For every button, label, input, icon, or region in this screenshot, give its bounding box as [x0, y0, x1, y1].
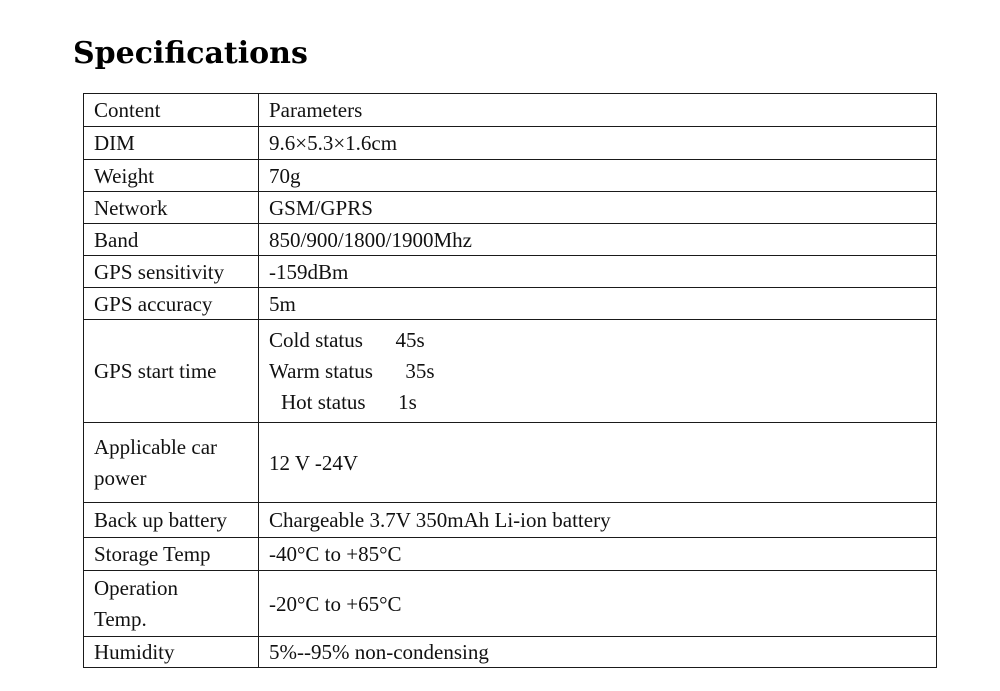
row-value: 9.6×5.3×1.6cm: [259, 127, 937, 160]
row-label: GPS start time: [84, 320, 259, 423]
hot-status-label: Hot status: [281, 389, 366, 414]
row-label: [84, 423, 259, 503]
table-row-car-power: [84, 423, 937, 503]
table-row: [84, 503, 937, 538]
row-value: 850/900/1800/1900Mhz: [259, 224, 937, 256]
cold-status-label: Cold status: [269, 327, 363, 352]
row-label: Network: [84, 192, 259, 224]
row-value: 70g: [259, 160, 937, 192]
warm-status-label: Warm status: [269, 358, 373, 383]
column-header-content: Content: [84, 94, 259, 127]
table-row: [84, 637, 937, 668]
hot-status-line: [269, 387, 936, 418]
table-row: [84, 160, 937, 192]
row-value: 5m: [259, 288, 937, 320]
page-title: Specifications: [73, 36, 308, 71]
table-row: [84, 538, 937, 571]
warm-status-value: 35s: [405, 358, 435, 383]
specifications-table: [83, 93, 937, 668]
table-row-gps-start-time: [84, 320, 937, 423]
table-row: [84, 192, 937, 224]
table-row: [84, 224, 937, 256]
row-label: [84, 571, 259, 637]
table-row: [84, 256, 937, 288]
row-label: GPS sensitivity: [84, 256, 259, 288]
table-row-operation-temp: [84, 571, 937, 637]
start-time-values: [259, 320, 937, 423]
cold-status-value: 45s: [395, 327, 425, 352]
hot-status-value: 1s: [398, 389, 417, 414]
row-label: DIM: [84, 127, 259, 160]
cold-status-line: [269, 325, 936, 356]
table-row: [84, 288, 937, 320]
row-label: Weight: [84, 160, 259, 192]
row-value: -40°C to +85°C: [259, 538, 937, 571]
row-label-line: Applicable car: [94, 434, 218, 459]
row-label-line: Operation: [94, 575, 178, 600]
row-value: -159dBm: [259, 256, 937, 288]
table-row: [84, 127, 937, 160]
row-value: -20°C to +65°C: [259, 571, 937, 637]
row-value: GSM/GPRS: [259, 192, 937, 224]
column-header-parameters: Parameters: [259, 94, 937, 127]
row-label: Storage Temp: [84, 538, 259, 571]
row-label: Band: [84, 224, 259, 256]
warm-status-line: [269, 356, 936, 387]
row-label: Back up battery: [84, 503, 259, 538]
row-label: GPS accuracy: [84, 288, 259, 320]
row-value: 12 V -24V: [259, 423, 937, 503]
row-value: 5%--95% non-condensing: [259, 637, 937, 668]
row-value: Chargeable 3.7V 350mAh Li-ion battery: [259, 503, 937, 538]
row-label: Humidity: [84, 637, 259, 668]
row-label-line: power: [94, 465, 147, 490]
table-header-row: [84, 94, 937, 127]
row-label-line: Temp.: [94, 606, 147, 631]
